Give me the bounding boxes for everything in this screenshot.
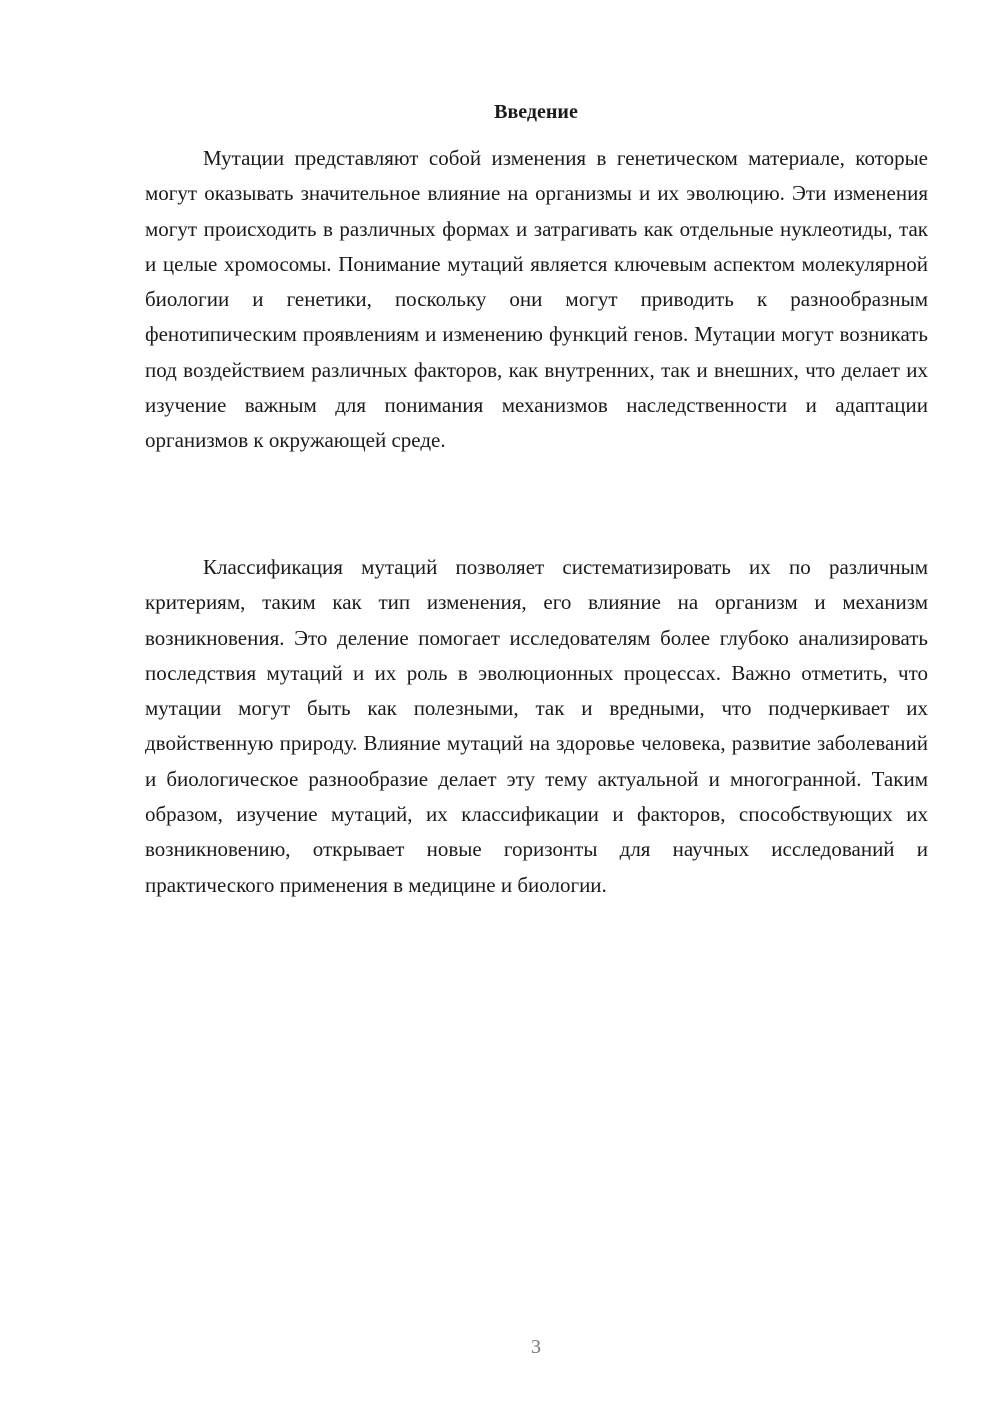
- page-number: 3: [531, 1336, 541, 1358]
- section-title: Введение: [494, 101, 578, 123]
- paragraph-classification: Классификация мутаций позволяет систематизировать их по различным критериям, таким как тип изменения, его влияние на организм и механизм возникновения. Это деление помогает исследователям более глубоко анализировать последствия мутаций и их роль в эволюционных процессах. Важно отметить, что мутации могут быть как полезными, так и вредными, что подчеркивает их двойственную природу. Влияние мутаций на здоровье человека, развитие заболеваний и биологическое разнообразие делает эту тему актуальной и многогранной. Таким образом, изучение мутаций, их классификации и факторов, способствующих их возникновению, открывает новые горизонты для научных исследований и практического применения в медицине и биологии.: [145, 555, 928, 897]
- paragraph-intro-mutations: Мутации представляют собой изменения в генетическом материале, которые могут оказывать значительное влияние на организмы и их эволюцию. Эти изменения могут происходить в различных формах и затрагивать как отдельные нуклеотиды, так и целые хромосомы. Понимание мутаций является ключевым аспектом молекулярной биологии и генетики, поскольку они могут приводить к разнообразным фенотипическим проявлениям и изменению функций генов. Мутации могут возникать под воздействием различных факторов, как внутренних, так и внешних, что делает их изучение важным для понимания механизмов наследственности и адаптации организмов к окружающей среде.: [145, 146, 928, 453]
